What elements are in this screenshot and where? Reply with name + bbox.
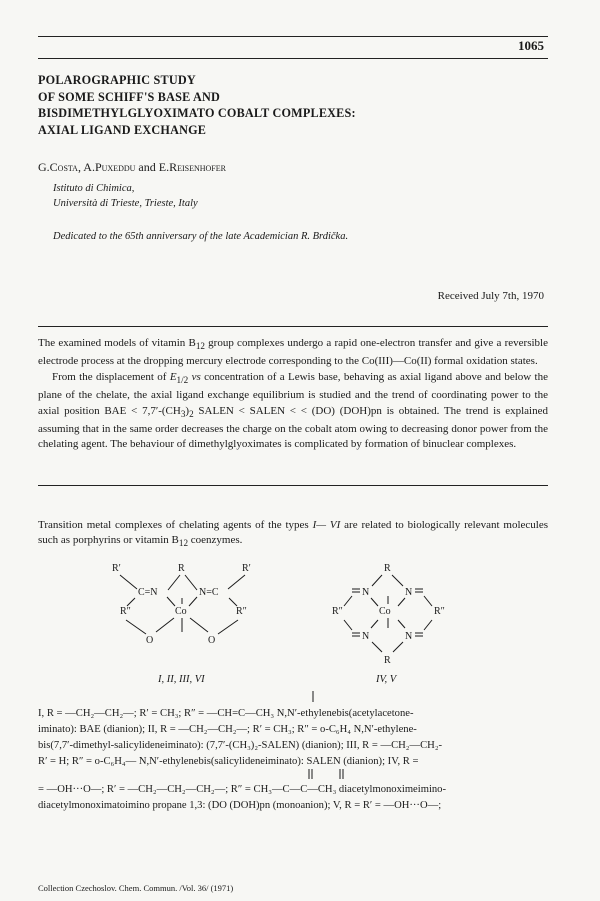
bond [156, 618, 174, 632]
received-date: Received July 7th, 1970 [437, 290, 544, 302]
label-n-c: N=C [199, 587, 219, 598]
label-nitrogen: N [362, 631, 370, 642]
title-line: POLAROGRAPHIC STUDY [38, 73, 196, 87]
bond [424, 596, 432, 606]
definition-line: diacetylmonoximatoimino propane 1,3: (DO (DOH)pn (monoanion); V, R = R′ = —OH···O—; [38, 800, 442, 811]
coordination-arrow [371, 620, 378, 628]
label-nitrogen: N [405, 631, 413, 642]
bond [127, 598, 135, 606]
text-run: SALEN < SALEN < < (DO) (DOH)pn is obtained. The trend is explained assuming that in the same order decreases the charge on the cobalt atom owing to decreasing donor power from the chelating agent. The behaviour of dimethylglyoximates is complicated by formation of binuclear complexes. [38, 404, 548, 451]
label-nitrogen: N [405, 587, 413, 598]
subscript: 1/2 [176, 374, 189, 385]
text-run: Transition metal complexes of chelating agents of the types [38, 519, 313, 531]
subscript: 3 [180, 408, 186, 419]
label-r-prime: R′ [112, 563, 121, 574]
text-run: coenzymes. [188, 534, 243, 547]
label-r-double-prime: R″ [332, 606, 343, 617]
bond [372, 575, 382, 586]
bond [190, 618, 208, 632]
definition-line: iminato): BAE (dianion); II, R = —CH₂—CH₂—; R′ = CH₃; R″ = o-C₆H₄ N,N′-ethylene- [38, 724, 417, 735]
bond [185, 575, 197, 590]
label-r-double-prime: R″ [236, 606, 247, 617]
author-initial: E. [158, 160, 170, 174]
label-r-prime: R′ [242, 563, 251, 574]
definition-line: I, R = —CH₂—CH₂—; R′ = CH₃; R″ = —CH=C—CH₃ N,N′-ethylenebis(acetylacetone- [38, 708, 414, 719]
coordination-arrow [398, 620, 405, 628]
bond [372, 642, 382, 652]
label-oxygen: O [146, 635, 154, 646]
text-run: concentration of a Lewis base, behaving as axial ligand above and below the plane of the chelate, the axial ligand exchange equilibrium is studied and the trend of coordinating power to the axial position BAE < 7,7′-(CH [38, 370, 548, 417]
italic-symbol: E [169, 370, 177, 383]
author-separator: , [77, 160, 84, 174]
title-line: OF SOME SCHIFF'S BASE AND [38, 89, 220, 104]
figure-caption-right: IV, V [376, 674, 397, 685]
bond [344, 620, 352, 630]
author-name: Costa [49, 160, 78, 174]
label-r: R [178, 563, 185, 574]
definition-line: = —OH···O—; R′ = —CH₂—CH₂—CH₂—; R″ = CH₃—C—C—CH₃ diacetylmonoximeimino- [38, 784, 447, 795]
author-separator: and [135, 160, 159, 174]
bond [229, 598, 237, 606]
title-line: BISDIMETHYLGLYOXIMATO COBALT COMPLEXES: [38, 106, 356, 120]
author-name: Puxeddu [94, 160, 136, 174]
definitions-paragraph [38, 706, 548, 814]
structure-left [112, 563, 251, 646]
author-name: Reisenhofer [169, 160, 226, 174]
text-run: are related to biologically relevant molecules such as porphyrins or vitamin B [38, 519, 548, 547]
label-cobalt: Co [175, 606, 187, 617]
definition-line: bis(7,7′-dimethyl-salicylideneiminato): (7,7′-(CH₃)₂-SALEN) (dianion); III, R = —CH₂—CH₂- [38, 740, 443, 751]
text-run: From the displacement of [52, 370, 170, 383]
label-oxygen: O [208, 635, 216, 646]
structure-right [332, 563, 445, 666]
bond [392, 575, 403, 586]
text-run: The examined models of vitamin B [38, 337, 196, 349]
label-nitrogen: N [362, 587, 370, 598]
dedication: Dedicated to the 65th anniversary of the late Academician R. Brdička. [53, 231, 349, 242]
bond [228, 575, 245, 589]
label-r-double-prime: R″ [120, 606, 131, 617]
coordination-arrow [189, 597, 197, 606]
journal-footer: Collection Czechoslov. Chem. Commun. /Vol. 36/ (1971) [38, 883, 234, 893]
label-r: R [384, 655, 391, 666]
italic-text: I— VI [312, 519, 341, 531]
italic-text: vs [188, 370, 201, 383]
bond [218, 620, 238, 634]
text-run: ) [185, 404, 190, 417]
bond [168, 575, 180, 590]
bond [344, 596, 352, 606]
author-initial: G. [38, 160, 50, 174]
label-cobalt: Co [379, 606, 391, 617]
bond [393, 642, 403, 652]
subscript: 12 [195, 341, 205, 352]
bond [126, 620, 146, 634]
bond [120, 575, 137, 589]
affiliation-line: Università di Trieste, Trieste, Italy [53, 198, 198, 209]
affiliation-line: Istituto di Chimica, [53, 183, 135, 194]
label-r-double-prime: R″ [434, 606, 445, 617]
subscript: 2 [189, 408, 194, 419]
title-line: AXIAL LIGAND EXCHANGE [38, 122, 207, 137]
label-c-n: C=N [138, 587, 158, 598]
definition-line: R′ = H; R″ = o-C₆H₄— N,N′-ethylenebis(salicylideneiminato): SALEN (dianion); IV, R = [38, 756, 419, 767]
bond [424, 620, 432, 630]
page-number: 1065 [518, 38, 544, 53]
figure-caption-left: I, II, III, VI [158, 674, 205, 685]
text-run: group complexes undergo a rapid one-electron transfer and give a reversible electrode process at the dropping mercury electrode corresponding to the Co(III)—Co(II) formal oxidation states. [38, 337, 548, 368]
author-initial: A. [83, 160, 95, 174]
coordination-arrow [398, 598, 405, 606]
coordination-arrow [167, 597, 175, 606]
label-r: R [384, 563, 391, 574]
coordination-arrow [371, 598, 378, 606]
subscript: 12 [178, 538, 189, 549]
